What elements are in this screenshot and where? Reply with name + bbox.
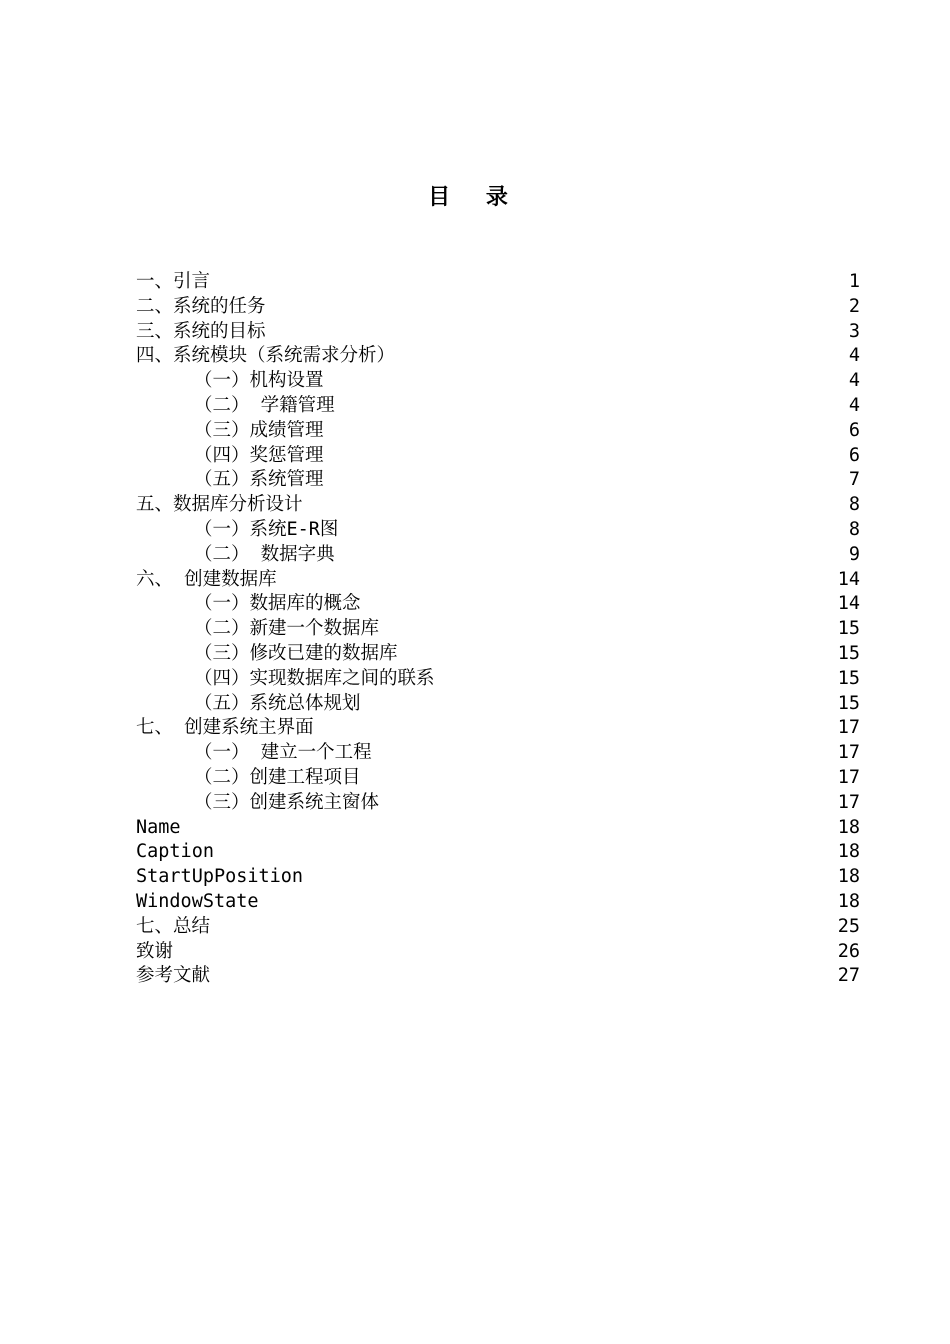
toc-entry-page-number: 18 [836, 865, 860, 890]
toc-entry-page-number: 1 [847, 270, 860, 295]
toc-entry-label: （三）成绩管理 [194, 419, 324, 441]
toc-entry[interactable] [136, 667, 860, 692]
toc-entry[interactable] [136, 964, 860, 989]
toc-entry[interactable] [136, 766, 860, 791]
toc-entry-page-number: 9 [847, 543, 860, 568]
toc-entry[interactable] [136, 741, 860, 766]
toc-entry-page-number: 7 [847, 468, 860, 493]
toc-entry-page-number: 17 [836, 791, 860, 816]
toc-entry[interactable] [136, 592, 860, 617]
toc-entry[interactable] [136, 270, 860, 295]
toc-entry-page-number: 15 [836, 617, 860, 642]
toc-entry-label: （二）创建工程项目 [194, 766, 361, 788]
toc-entry[interactable] [136, 840, 860, 865]
toc-entry-label: （一）系统E-R图 [194, 518, 339, 540]
toc-entry[interactable] [136, 419, 860, 444]
toc-entry[interactable] [136, 568, 860, 593]
toc-entry[interactable] [136, 791, 860, 816]
toc-entry-label: （一） 建立一个工程 [194, 742, 372, 764]
toc-entry[interactable] [136, 543, 860, 568]
toc-entry[interactable] [136, 915, 860, 940]
toc-entry-label: Caption [136, 841, 214, 863]
toc-entry-page-number: 17 [836, 766, 860, 791]
toc-entry-label: （二） 数据字典 [194, 543, 335, 565]
toc-entry-page-number: 4 [847, 369, 860, 394]
toc-entry[interactable] [136, 692, 860, 717]
toc-entry-label: （四）奖惩管理 [194, 444, 324, 466]
toc-entry-page-number: 4 [847, 344, 860, 369]
toc-entry-page-number: 3 [847, 320, 860, 345]
toc-entry-label: 三、系统的目标 [136, 320, 266, 342]
toc-entry[interactable] [136, 394, 860, 419]
toc-entry-page-number: 14 [836, 568, 860, 593]
toc-entry-page-number: 15 [836, 692, 860, 717]
toc-entry[interactable] [136, 320, 860, 345]
toc-entry[interactable] [136, 642, 860, 667]
toc-entry[interactable] [136, 444, 860, 469]
toc-entry-label: 五、数据库分析设计 [136, 494, 303, 516]
toc-entry[interactable] [136, 369, 860, 394]
toc-entry-label: （五）系统总体规划 [194, 692, 361, 714]
toc-entry[interactable] [136, 295, 860, 320]
toc-entry-label: （二） 学籍管理 [194, 394, 335, 416]
toc-entry-page-number: 27 [836, 964, 860, 989]
page-title: 目 录 [428, 184, 522, 210]
toc-entry-label: 七、总结 [136, 915, 211, 937]
toc-entry-label: StartUpPosition [136, 866, 304, 888]
toc-entry-label: （五）系统管理 [194, 469, 324, 491]
toc-entry-label: （四）实现数据库之间的联系 [194, 667, 435, 689]
toc-entry-page-number: 15 [836, 667, 860, 692]
toc-entry[interactable] [136, 940, 860, 965]
toc-entry-page-number: 18 [836, 816, 860, 841]
toc-entry-page-number: 14 [836, 592, 860, 617]
toc-entry-page-number: 15 [836, 642, 860, 667]
toc-entry-label: （三）创建系统主窗体 [194, 791, 380, 813]
toc-entry-label: 致谢 [136, 940, 174, 962]
toc-entry-label: 一、引言 [136, 271, 211, 292]
toc-entry-label: 二、系统的任务 [136, 295, 266, 317]
toc-entry-page-number: 25 [836, 915, 860, 940]
toc-entry[interactable] [136, 890, 860, 915]
toc-entry-page-number: 2 [847, 295, 860, 320]
toc-entry[interactable] [136, 816, 860, 841]
toc-entry[interactable] [136, 865, 860, 890]
toc-entry-label: WindowState [136, 890, 259, 912]
toc-entry-page-number: 18 [836, 840, 860, 865]
toc-entry[interactable] [136, 468, 860, 493]
toc-entry[interactable] [136, 493, 860, 518]
toc-entry[interactable] [136, 344, 860, 369]
toc-entry-label: （一）机构设置 [194, 370, 324, 392]
toc-entry-label: （一）数据库的概念 [194, 593, 361, 615]
toc-entry-page-number: 26 [836, 940, 860, 965]
toc-entry-label: 四、系统模块（系统需求分析） [136, 345, 396, 367]
toc-entry[interactable] [136, 716, 860, 741]
toc-entry-label: 参考文献 [136, 965, 211, 987]
toc-entry-page-number: 18 [836, 890, 860, 915]
toc-entry[interactable] [136, 617, 860, 642]
table-of-contents [136, 270, 860, 989]
toc-entry-label: （三）修改已建的数据库 [194, 642, 398, 664]
toc-entry-label: 六、 创建数据库 [136, 568, 277, 590]
toc-entry[interactable] [136, 518, 860, 543]
toc-entry-page-number: 17 [836, 741, 860, 766]
toc-entry-label: （二）新建一个数据库 [194, 618, 380, 640]
toc-entry-page-number: 6 [847, 419, 860, 444]
toc-entry-label: 七、 创建系统主界面 [136, 717, 314, 739]
toc-entry-label: Name [136, 816, 181, 838]
toc-entry-page-number: 4 [847, 394, 860, 419]
toc-entry-page-number: 6 [847, 444, 860, 469]
toc-entry-page-number: 8 [847, 493, 860, 518]
toc-entry-page-number: 17 [836, 716, 860, 741]
toc-entry-page-number: 8 [847, 518, 860, 543]
